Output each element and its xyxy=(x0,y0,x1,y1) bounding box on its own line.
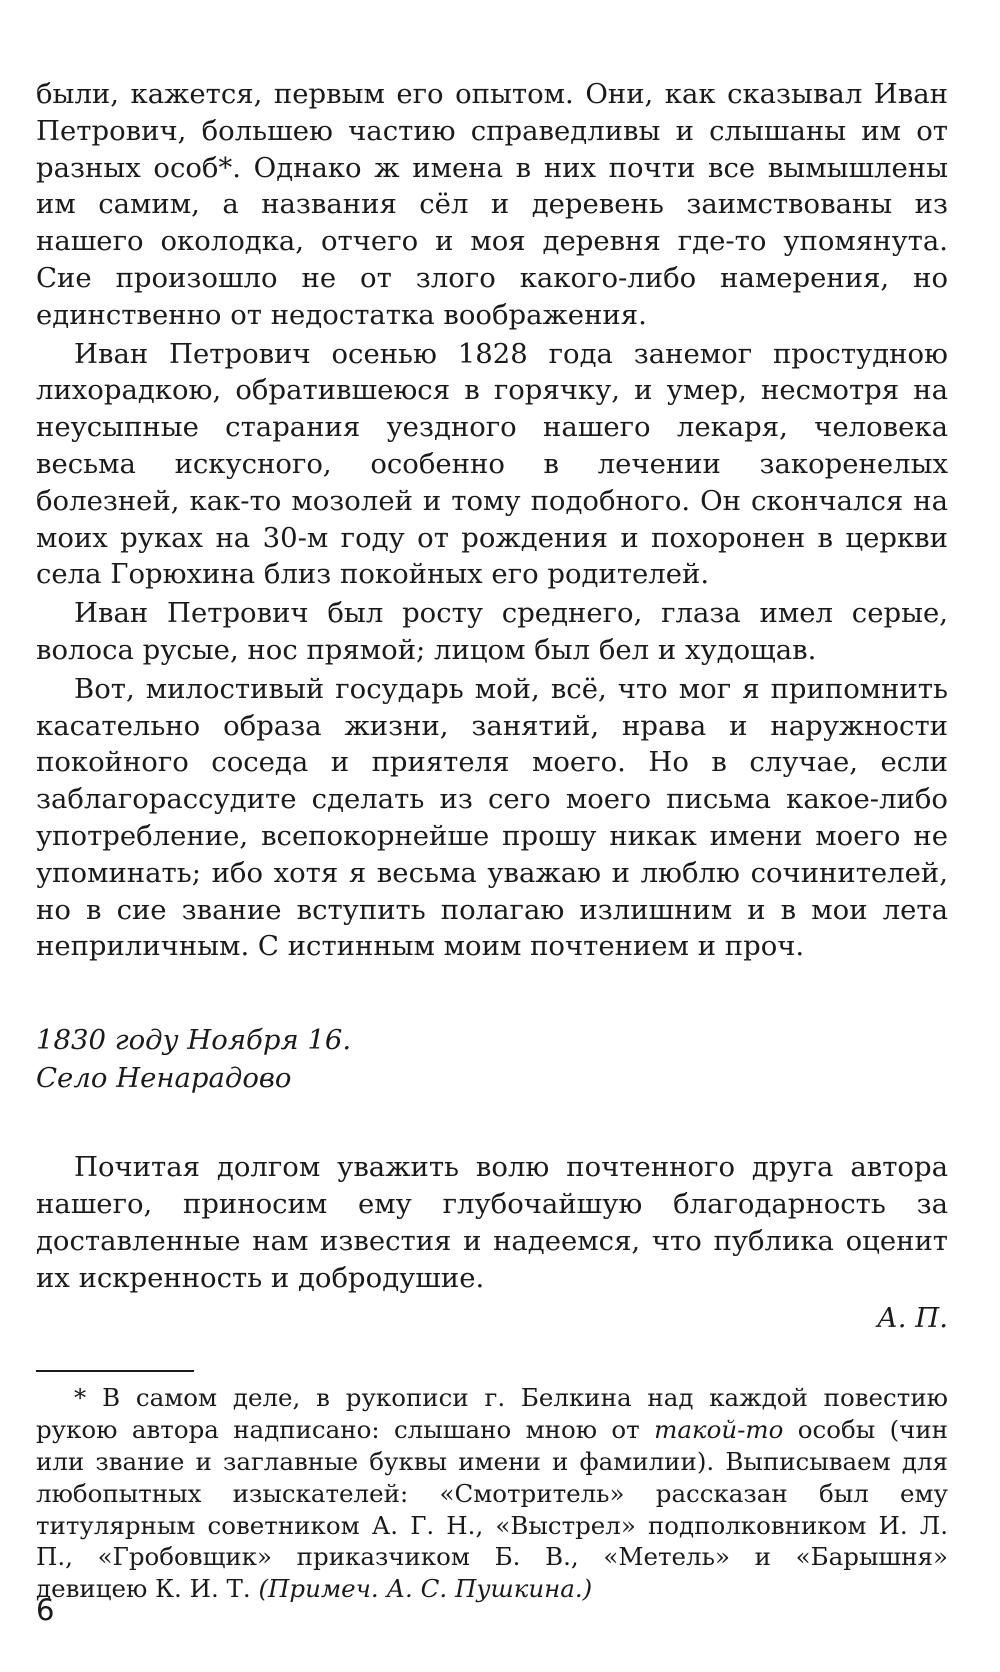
paragraph-1: были, кажется, первым его опытом. Они, как сказывал Иван Петрович, большею частию справедливы и слышаны им от разных особ*. Однако ж имена в них почти все вымышлены им самим, а названия сёл и деревень заимствованы из нашего околодка, отчего и моя деревня где-то упомянута. Сие произошло не от злого какого-либо намерения, но единственно от недостатка воображения. xyxy=(36,78,948,331)
page-number: 6 xyxy=(36,1593,55,1627)
editor-note: Почитая долгом уважить волю почтенного друга автора нашего, приносим ему глубочайшую благодарность за доставленные нам известия и надеемся, что публика оценит их искренность и добродушие. xyxy=(36,1151,948,1294)
dateline xyxy=(36,1021,948,1097)
signature: А. П. xyxy=(876,1302,948,1335)
footnote-italic-2: (Примеч. А. С. Пушкина.) xyxy=(258,1574,593,1604)
footnote xyxy=(36,1382,948,1605)
footnote-text-1: * В самом деле, в рукописи г. Белкина над каждой повестию рукою автора надписано: слышано мною от xyxy=(36,1383,948,1445)
footnote-italic-1: такой-то xyxy=(654,1415,784,1445)
footnote-divider xyxy=(36,1370,194,1372)
paragraph-3: Иван Петрович был росту среднего, глаза имел серые, волоса русые, нос прямой; лицом был бел и худощав. xyxy=(36,597,948,666)
paragraph-2: Иван Петрович осенью 1828 года занемог простудною лихорадкою, обратившеюся в горячку, и умер, несмотря на неусыпные старания уездного нашего лекаря, человека весьма искусного, особенно в лечении закоренелых болезней, как-то мозолей и тому подобного. Он скончался на моих руках на 30-м году от рождения и похоронен в церкви села Горюхина близ покойных его родителей. xyxy=(36,337,948,591)
page-body xyxy=(36,76,948,1605)
dateline-place: Село Ненарадово xyxy=(36,1062,292,1095)
paragraph-4: Вот, милостивый государь мой, всё, что мог я припомнить касательно образа жизни, занятий, нрава и наружности покойного соседа и приятеля моего. Но в случае, если заблагорассудите сделать из сего моего письма какое-либо употребление, всепокорнейше прошу никак имени моего не упоминать; ибо хотя я весьма уважаю и люблю сочинителей, но в сие звание вступить полагаю излишним и в мои лета неприличным. С истинным моим почтением и проч. xyxy=(36,672,948,963)
footnote-text-2: особы (чин или звание и заглавные буквы имени и фамилии). Выписываем для любопытных изыскателей: «Смотритель» рассказан был ему титулярным советником А. Г. Н., «Выстрел» подполковником И. Л. П., «Гробовщик» приказчиком Б. В., «Метель» и «Барышня» девицею К. И. Т. xyxy=(36,1415,948,1604)
dateline-date: 1830 году Ноября 16. xyxy=(36,1024,352,1057)
